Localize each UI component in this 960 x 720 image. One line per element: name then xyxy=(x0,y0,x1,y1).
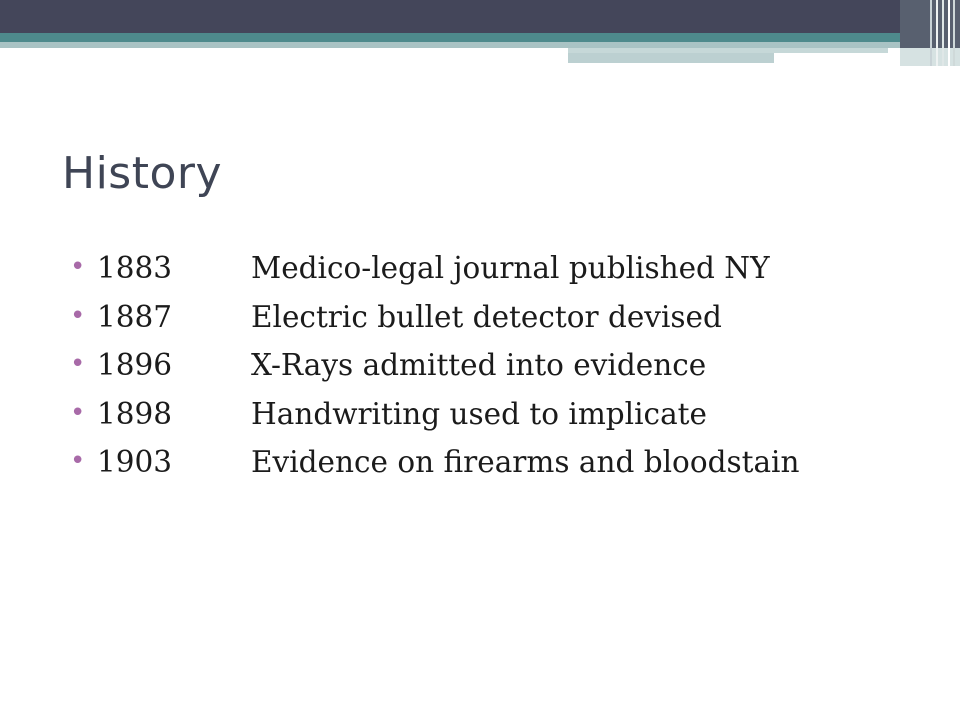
bullet-icon: • xyxy=(70,300,86,331)
header-step-band-lower xyxy=(568,53,774,63)
slide-title: History xyxy=(62,148,223,199)
edge-line xyxy=(953,0,955,66)
edge-line xyxy=(936,0,938,66)
item-year: 1903 xyxy=(97,445,173,479)
header-teal-band xyxy=(0,33,960,42)
bullet-icon: • xyxy=(70,397,86,428)
item-text: Medico-legal journal published NY xyxy=(251,251,770,285)
edge-line xyxy=(948,0,950,66)
bullet-icon: • xyxy=(70,349,86,379)
edge-line xyxy=(942,0,944,66)
item-text: Evidence on firearms and bloodstain xyxy=(251,445,800,479)
edge-line xyxy=(930,0,932,66)
header-dark-band xyxy=(0,0,960,33)
item-year: 1898 xyxy=(97,396,173,431)
header-edge-decoration xyxy=(900,0,960,66)
item-text: Electric bullet detector devised xyxy=(251,299,722,334)
item-text: Handwriting used to implicate xyxy=(251,396,707,431)
item-year: 1883 xyxy=(97,251,173,285)
item-text: X-Rays admitted into evidence xyxy=(251,348,707,382)
bullet-icon: • xyxy=(70,252,86,282)
item-year: 1896 xyxy=(97,348,173,382)
header-white-line xyxy=(775,53,890,55)
bullet-icon: • xyxy=(70,446,86,476)
item-year: 1887 xyxy=(97,299,173,334)
